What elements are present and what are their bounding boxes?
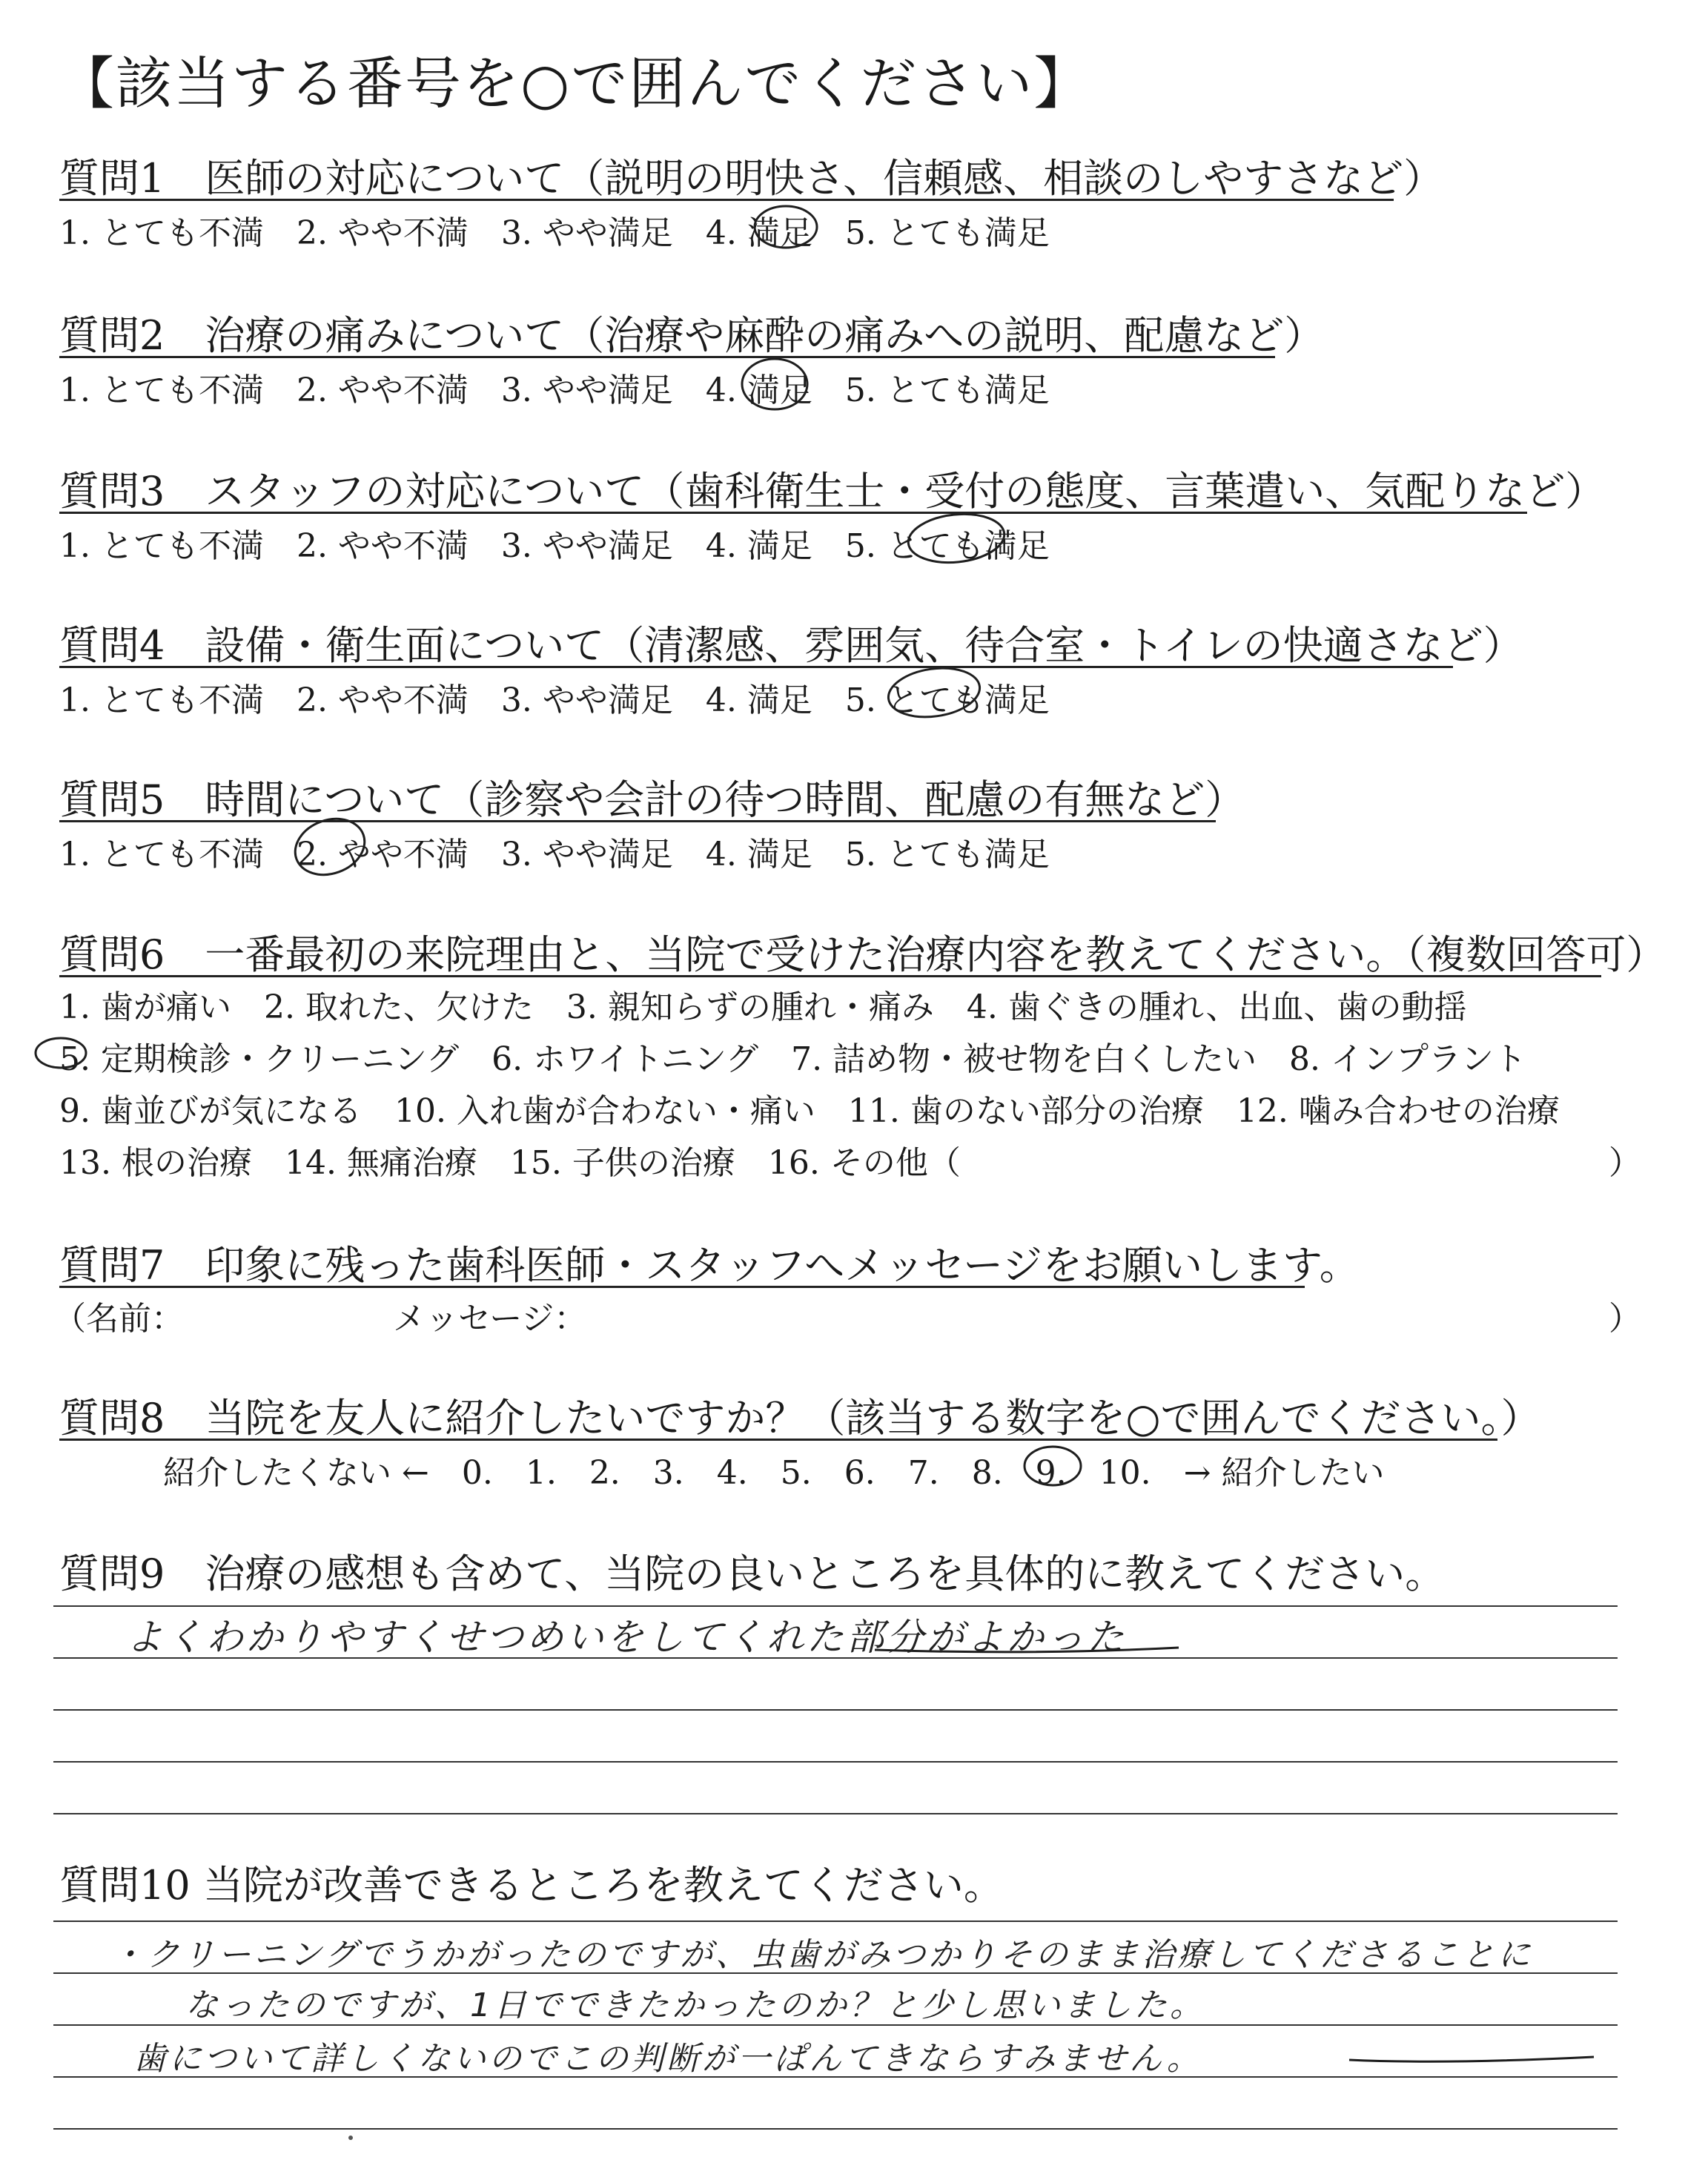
question-7-name-label: （名前： <box>53 1300 184 1338</box>
question-6-row-3: 9. 歯並びが気になる 10. 入れ歯が合わない・痛い 11. 歯のない部分の治療 12. 噛み合わせの治療 <box>59 1092 1560 1130</box>
question-7-close-paren: ） <box>1609 1300 1641 1338</box>
stray-ink-dot <box>348 2136 353 2140</box>
question-6-row-1: 1. 歯が痛い 2. 取れた、欠けた 3. 親知らずの腫れ・痛み 4. 歯ぐきの腫れ、出血、歯の動揺 <box>59 988 1467 1026</box>
question-4: 質問4 設備・衛生面について（清潔感、雰囲気、待合室・トイレの快適さなど） <box>59 622 1523 669</box>
question-1: 質問1 医師の対応について（説明の明快さ、信頼感、相談のしやすさなど） <box>59 155 1444 202</box>
question-10: 質問10 当院が改善できるところを教えてください。 <box>59 1862 1004 1909</box>
question-2-options: 1. とても不満 2. やや不満 3. やや満足 4. 満足 5. とても満足 <box>59 371 1050 409</box>
question-4-options: 1. とても不満 2. やや不満 3. やや満足 4. 満足 5. とても満足 <box>59 681 1050 719</box>
question-2: 質問2 治療の痛みについて（治療や麻酔の痛みへの説明、配慮など） <box>59 312 1325 359</box>
question-1-options: 1. とても不満 2. やや不満 3. やや満足 4. 満足 5. とても満足 <box>59 214 1050 252</box>
question-10-answer-line-1: ・クリーニングでうかがったのですが、虫歯がみつかりそのまま治療してくださることに <box>111 1936 1534 1974</box>
question-10-answer-line-2: なったのですが、1日でできたかったのか？と少し思いました。 <box>185 1986 1205 2024</box>
page-title: 【該当する番号を○で囲んでください】 <box>58 50 1092 116</box>
question-10-answer-line-3: 歯について詳しくないのでこの判断が一ぱんてきならすみません。 <box>133 2040 1202 2078</box>
question-9-handwritten-answer: よくわかりやすくせつめいをしてくれた部分がよかった <box>126 1616 1127 1659</box>
question-6-row-2: 5. 定期検診・クリーニング 6. ホワイトニング 7. 詰め物・被せ物を白くしたい 8. インプラント <box>59 1040 1527 1078</box>
question-5-options: 1. とても不満 2. やや不満 3. やや満足 4. 満足 5. とても満足 <box>59 836 1050 873</box>
question-5: 質問5 時間について（診察や会計の待つ時間、配慮の有無など） <box>59 776 1245 823</box>
question-6-row-4: 13. 根の治療 14. 無痛治療 15. 子供の治療 16. その他（ <box>59 1144 961 1182</box>
question-7-message-label: メッセージ： <box>393 1300 587 1338</box>
question-3-options: 1. とても不満 2. やや不満 3. やや満足 4. 満足 5. とても満足 <box>59 527 1050 565</box>
question-6: 質問6 一番最初の来院理由と、当院で受けた治療内容を教えてください。（複数回答可） <box>59 931 1666 978</box>
question-9: 質問9 治療の感想も含めて、当院の良いところを具体的に教えてください。 <box>59 1550 1446 1597</box>
q10-answer-underline <box>1349 2057 1594 2061</box>
question-8-scale: 紹介したくない ← 0. 1. 2. 3. 4. 5. 6. 7. 8. 9. 10. → 紹介したい <box>163 1454 1385 1492</box>
question-8: 質問8 当院を友人に紹介したいですか？（該当する数字を○で囲んでください。） <box>59 1395 1541 1441</box>
question-3: 質問3 スタッフの対応について（歯科衛生士・受付の態度、言葉遣い、気配りなど） <box>59 468 1606 515</box>
question-6-close-paren: ） <box>1609 1144 1641 1182</box>
question-7: 質問7 印象に残った歯科医師・スタッフへメッセージをお願いします。 <box>59 1242 1360 1289</box>
